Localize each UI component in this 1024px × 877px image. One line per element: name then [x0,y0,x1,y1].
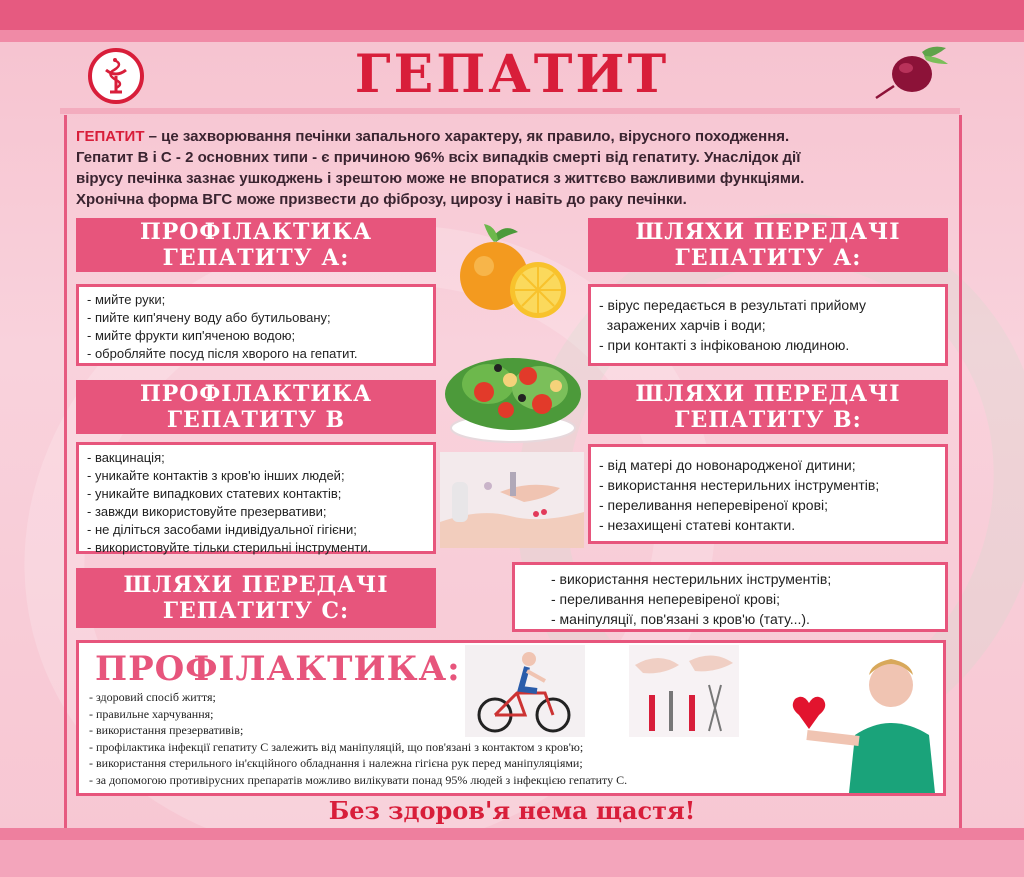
list-item: - використання презервативів; [89,723,244,737]
header-line: ГЕПАТИТУ В [166,407,346,433]
list-item: - використовуйте тільки стерильні інструменти. [87,540,372,555]
oranges-image [452,220,572,330]
list-item: - маніпуляції, пов'язані з кров'ю (тату...). [551,611,810,627]
manicure-tools-photo [629,645,739,737]
intro-term: ГЕПАТИТ [76,128,145,145]
list-item: - використання нестерильних інструментів; [551,571,832,587]
list-item: - уникайте випадкових статевих контактів; [87,486,342,501]
list-item: - незахищені статеві контакти. [599,517,796,533]
title-underline [60,108,960,114]
nurse-heart-photo [779,645,943,793]
list-item: - обробляйте посуд після хворого на гепатит. [87,346,358,361]
list-item: заражених харчів і води; [599,317,766,333]
prevention-a-header [76,218,436,272]
manicure-photo [440,452,584,548]
prevention-a-list [76,284,436,366]
header-line: ГЕПАТИТУ В: [674,407,862,433]
bottom-band-stripe [0,828,1024,840]
page-title: ГЕПАТИТ [354,44,670,105]
salad-image [438,332,588,444]
list-item: - вірус передається в результаті прийому [599,297,867,313]
list-item: - за допомогою противірусних препаратів можливо вилікувати понад 95% людей з інфекцією гепатиту С. [89,772,628,787]
list-item: - пийте кип'ячену воду або бутильовану; [87,310,331,325]
header-line: ГЕПАТИТУ С: [162,598,350,624]
transmission-b-header [588,380,948,434]
header-line: ГЕПАТИТУ А: [162,245,350,271]
transmission-c-list [512,562,948,632]
header-line: ПРОФІЛАКТИКА [139,381,373,407]
cyclist-photo [465,645,585,737]
list-item: - вакцинація; [87,450,165,465]
prevention-general-box [76,640,946,796]
list-item: - профілактика інфекції гепатиту С залежить від маніпуляцій, що пов'язані з контактом з кров'ю; [89,739,584,754]
transmission-a-list [588,284,948,366]
transmission-b-list [588,444,948,544]
list-item: - при контакті з інфікованою людиною. [599,337,850,353]
list-item: - мийте фрукти кип'яченою водою; [87,328,296,343]
slogan: Без здоров'я нема щастя! [328,796,696,825]
prevention-general-title: ПРОФІЛАКТИКА: [95,649,461,689]
header-line: ПРОФІЛАКТИКА [139,219,373,245]
list-item: - правильне харчування; [89,706,214,721]
intro-line: вірусу печінка зазнає ушкоджень і зрештою може не впоратися з життєво важливими функціями. [76,170,805,187]
list-item: - використання стерильного ін'єкційного обладнання і належна гігієна рук перед маніпуляціями; [89,756,583,770]
list-item: - не діліться засобами індивідуальної гігієни; [87,522,357,537]
header-line: ШЛЯХИ ПЕРЕДАЧІ [123,572,389,598]
intro-line: Хронічна форма ВГС може призвести до фіброзу, цирозу і навіть до раку печінки. [76,191,687,208]
prevention-b-list [76,442,436,554]
header-line: ШЛЯХИ ПЕРЕДАЧІ [635,219,901,245]
list-item: - використання нестерильних інструментів; [599,477,880,493]
header-line: ШЛЯХИ ПЕРЕДАЧІ [635,381,901,407]
list-item: - завжди використовуйте презервативи; [87,504,327,519]
intro-line: – це захворювання печінки запального характеру, як правило, вірусного походження. [144,128,790,145]
beet-icon [872,42,952,102]
list-item: - уникайте контактів з кров'ю інших людей; [87,468,345,483]
intro-text [76,126,946,210]
list-item: - від матері до новонародженої дитини; [599,457,856,473]
header-line: ГЕПАТИТУ А: [674,245,862,271]
intro-line: Гепатит В і С - 2 основних типи - є причиною 96% всіх випадків смерті від гепатиту. Унаслідок дії [76,149,801,166]
top-band [0,0,1024,30]
transmission-c-header [76,568,436,628]
list-item: - здоровий спосіб життя; [89,690,216,704]
bottom-band [0,840,1024,877]
list-item: - переливання неперевіреної крові; [599,497,829,513]
transmission-a-header [588,218,948,272]
prevention-b-header [76,380,436,434]
list-item: - переливання неперевіреної крові; [551,591,781,607]
list-item: - мийте руки; [87,292,166,307]
